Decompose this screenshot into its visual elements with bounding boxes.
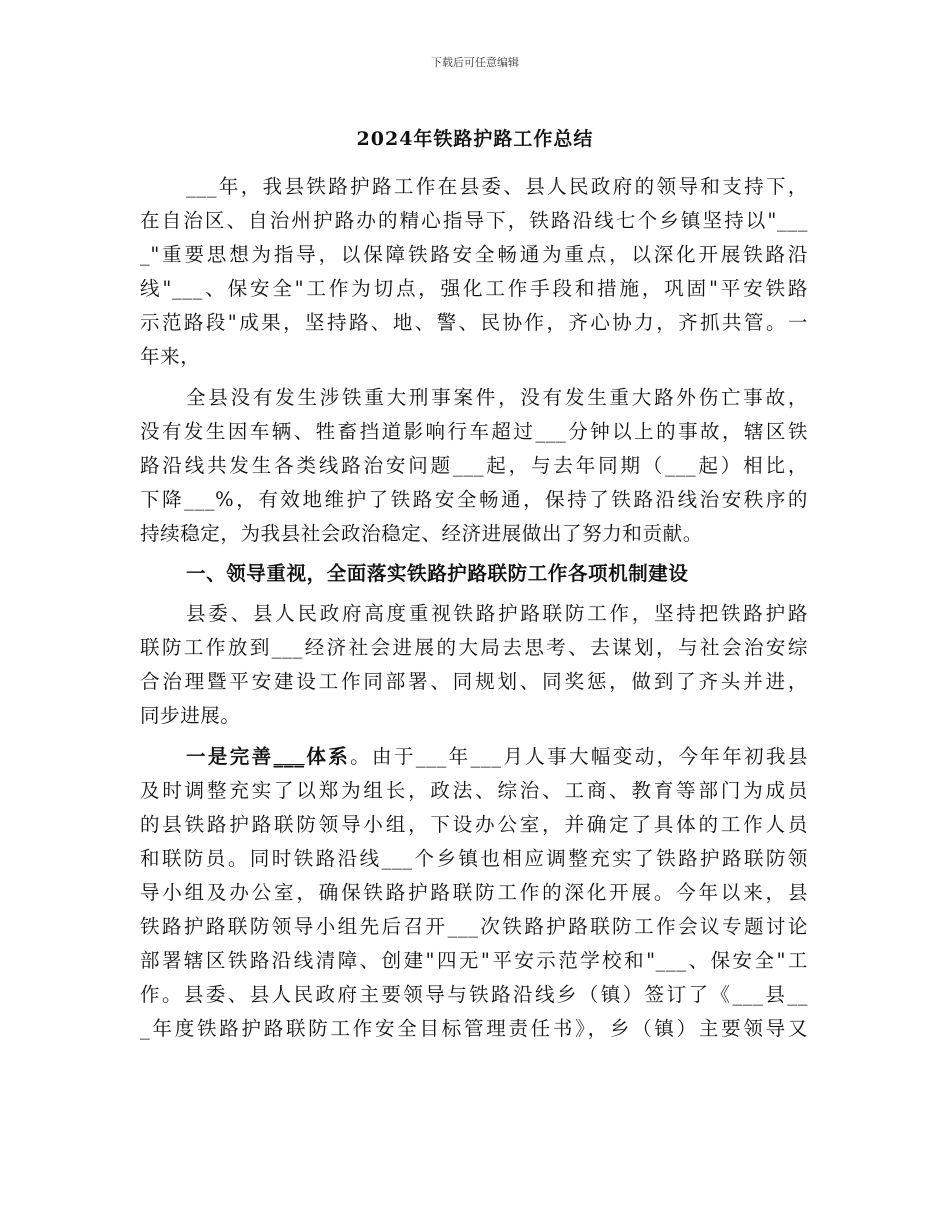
page-header-note: 下载后可任意编辑	[431, 56, 519, 69]
para3-line: 联防工作放到___经济社会进展的大局去思考、去谋划，与社会治安综	[140, 636, 808, 660]
para1-line: 示范路段"成果，坚持路、地、警、民协作，齐心协力，齐抓共管。一	[140, 311, 808, 335]
para3-line: 合治理暨平安建设工作同部署、同规划、同奖惩，做到了齐头并进，	[140, 670, 808, 694]
document-title: 2024年铁路护路工作总结	[356, 128, 594, 150]
para4-line: 作。县委、县人民政府主要领导与铁路沿线乡（镇）签订了《___县__	[140, 983, 808, 1007]
para2-line: 下降___%，有效地维护了铁路安全畅通，保持了铁路沿线治安秩序的	[140, 487, 808, 511]
para1-line: 线"___、保安全"工作为切点，强化工作手段和措施，巩固"平安铁路	[140, 277, 808, 301]
para3-line: 县委、县人民政府高度重视铁路护路联防工作，坚持把铁路护路	[186, 602, 808, 626]
para4-lead	[186, 745, 350, 768]
para2-line: 路沿线共发生各类线路治安问题___起，与去年同期（___起）相比，	[140, 453, 808, 477]
para1-line: ___年，我县铁路护路工作在县委、县人民政府的领导和支持下，	[186, 175, 808, 198]
para2-line: 全县没有发生涉铁重大刑事案件，没有发生重大路外伤亡事故，	[186, 385, 808, 409]
para4-line: 部署辖区铁路沿线清障、创建"四无"平安示范学校和"___、保安全"工	[140, 949, 808, 973]
para4-line: _年度铁路护路联防工作安全目标管理责任书》，乡（镇）主要领导又	[140, 1017, 808, 1041]
para2-line: 持续稳定，为我县社会政治稳定、经济进展做出了努力和贡献。	[140, 521, 703, 545]
document-body	[140, 170, 808, 1046]
para4-line: 及时调整充实了以郑为组长，政法、综治、工商、教育等部门为成员	[140, 778, 808, 802]
para2-line: 没有发生因车辆、牲畜挡道影响行车超过___分钟以上的事故，辖区铁	[140, 419, 808, 443]
para4-line: 和联防员。同时铁路沿线___个乡镇也相应调整充实了铁路护路联防领	[140, 846, 808, 870]
para4-lead-b: 体系	[304, 744, 351, 768]
para4-first-rest: 。由于___年___月人事大幅变动，今年年初我县	[350, 744, 808, 768]
para1-line: 年来，	[140, 345, 201, 369]
para1-line: 在自治区、自治州护路办的精心指导下，铁路沿线七个乡镇坚持以"___	[140, 209, 808, 233]
para4-lead-blank: ___	[273, 744, 305, 768]
para4-line: 导小组及办公室，确保铁路护路联防工作的深化开展。今年以来，县	[140, 880, 808, 904]
section-heading-1: 一、领导重视，全面落实铁路护路联防工作各项机制建设	[186, 562, 689, 586]
para4-line: 铁路护路联防领导小组先后召开___次铁路护路联防工作会议专题讨论	[140, 914, 808, 938]
para3-line: 同步进展。	[140, 704, 241, 728]
para4-lead-a: 一是完善	[186, 744, 274, 768]
para4-line: 的县铁路护路联防领导小组，下设办公室，并确定了具体的工作人员	[140, 812, 808, 836]
para4-first-line	[140, 740, 808, 774]
para1-line: _"重要思想为指导，以保障铁路安全畅通为重点，以深化开展铁路沿	[140, 243, 808, 267]
